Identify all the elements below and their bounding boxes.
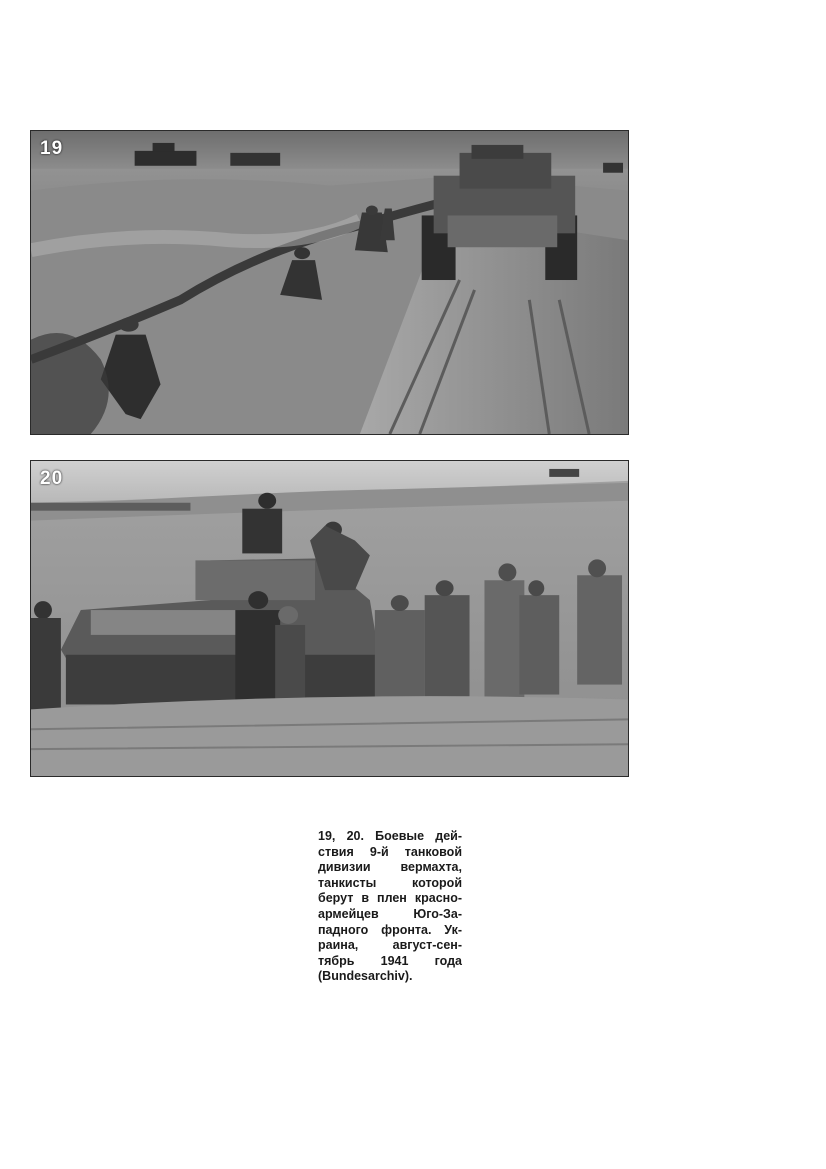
caption-line: ствия 9-й танковой xyxy=(318,844,462,859)
photo-20-image xyxy=(31,461,628,776)
photo-caption xyxy=(318,829,462,985)
photo-19 xyxy=(30,130,629,435)
caption-line: танкисты которой xyxy=(318,875,462,890)
photo-19-image xyxy=(31,131,628,434)
photo-20 xyxy=(30,460,629,777)
caption-line: раина, август-сен- xyxy=(318,938,462,953)
caption-line: дивизии вермахта, xyxy=(318,860,462,875)
photo-number-20: 20 xyxy=(40,468,64,489)
caption-line: тябрь 1941 года xyxy=(318,953,462,968)
caption-line: падного фронта. Ук- xyxy=(318,922,462,937)
caption-line: армейцев Юго-За- xyxy=(318,906,462,921)
photo-number-19: 19 xyxy=(40,138,64,159)
caption-line: (Bundesarchiv). xyxy=(318,969,413,984)
caption-line: 19, 20. Боевые дей- xyxy=(318,829,462,843)
caption-line: берут в плен красно- xyxy=(318,891,462,906)
